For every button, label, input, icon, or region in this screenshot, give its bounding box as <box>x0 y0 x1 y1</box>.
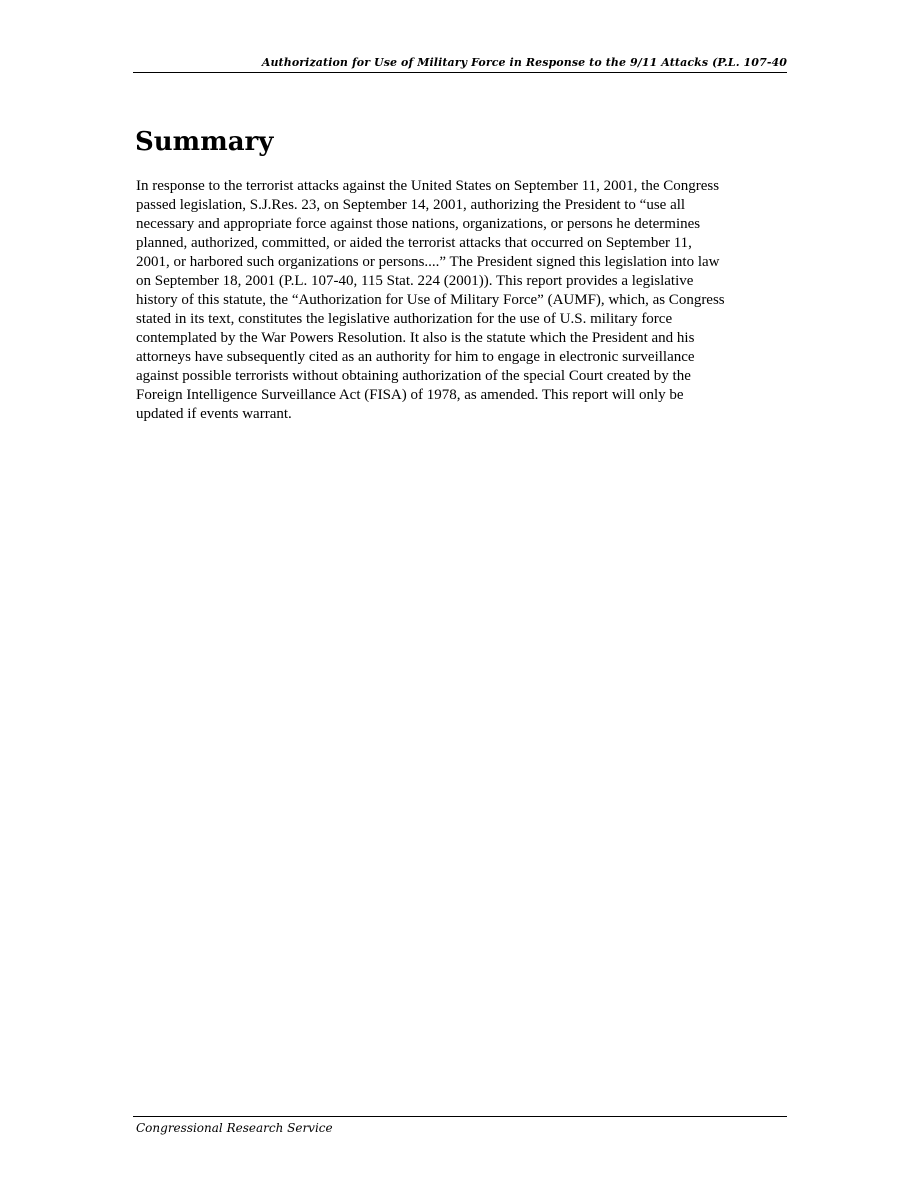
summary-line: 2001, or harbored such organizations or persons....” The President signed this legislation into law <box>136 254 720 270</box>
summary-line: on September 18, 2001 (P.L. 107-40, 115 Stat. 224 (2001)). This report provides a legislative <box>136 273 694 289</box>
summary-line: In response to the terrorist attacks against the United States on September 11, 2001, the Congress <box>136 178 720 194</box>
summary-line: history of this statute, the “Authorization for Use of Military Force” (AUMF), which, as Congress <box>136 292 725 308</box>
footer-rule <box>133 1116 787 1117</box>
summary-line: planned, authorized, committed, or aided the terrorist attacks that occurred on September 11, <box>136 235 692 251</box>
summary-line: passed legislation, S.J.Res. 23, on September 14, 2001, authorizing the President to “use all <box>136 197 686 213</box>
summary-line: contemplated by the War Powers Resolution. It also is the statute which the President and his <box>136 330 695 346</box>
summary-line: updated if events warrant. <box>136 406 292 422</box>
summary-line: against possible terrorists without obtaining authorization of the special Court created by the <box>136 368 691 384</box>
running-header: Authorization for Use of Military Force in Response to the 9/11 Attacks (P.L. 107-40 <box>261 56 787 69</box>
running-footer: Congressional Research Service <box>136 1121 333 1135</box>
summary-line: attorneys have subsequently cited as an authority for him to engage in electronic surveillance <box>136 349 695 365</box>
summary-line: Foreign Intelligence Surveillance Act (FISA) of 1978, as amended. This report will only be <box>136 387 684 403</box>
header-rule <box>133 72 787 73</box>
section-title: Summary <box>135 127 274 157</box>
summary-line: stated in its text, constitutes the legislative authorization for the use of U.S. military force <box>136 311 673 327</box>
summary-body <box>136 177 788 424</box>
summary-line: necessary and appropriate force against those nations, organizations, or persons he determines <box>136 216 701 232</box>
